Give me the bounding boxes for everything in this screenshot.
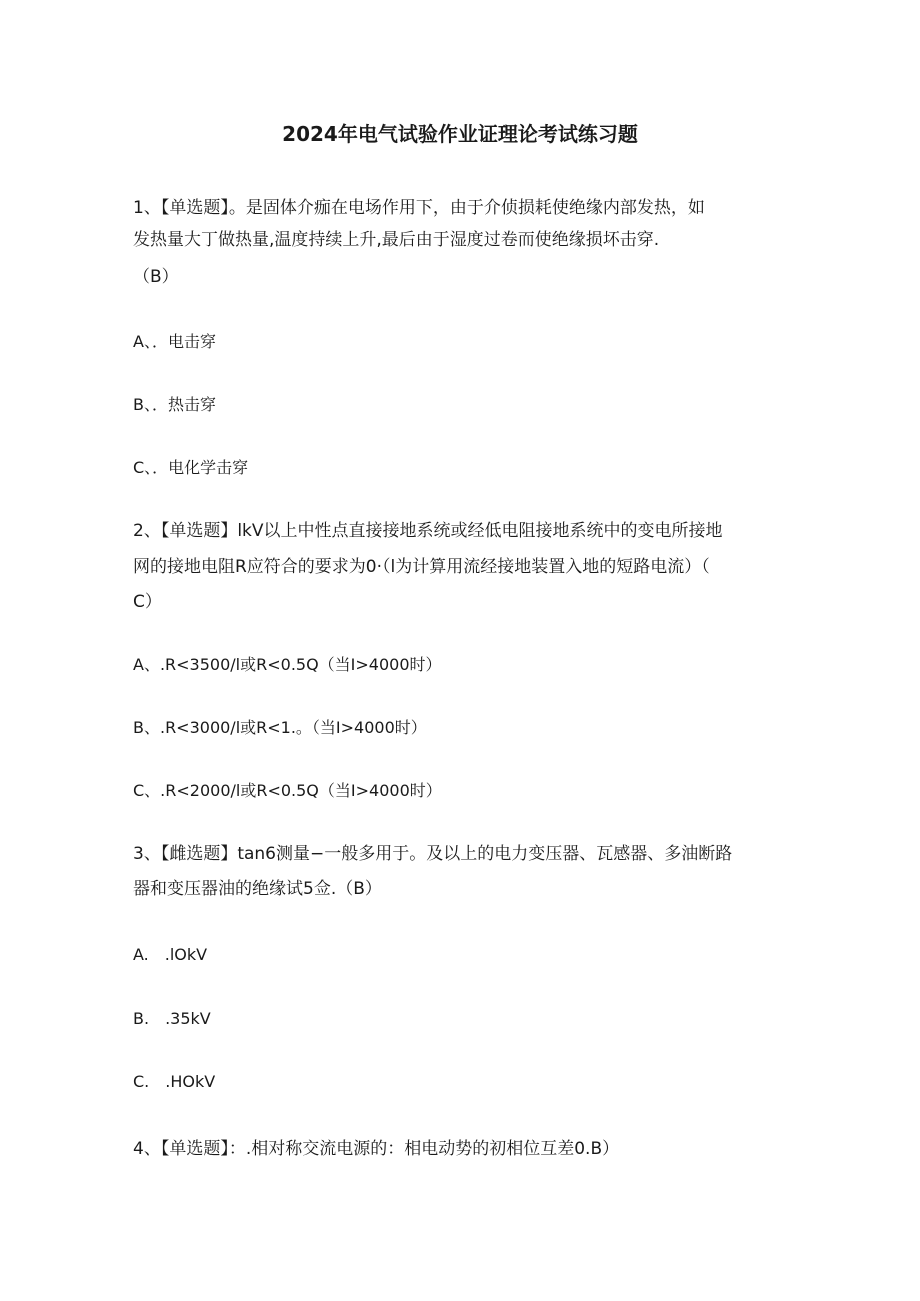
question-3-line-1: 3、【雌选题】tan6测量−一般多用于。及以上的电力变压器、瓦感器、多油断路 — [133, 844, 733, 864]
question-1-option-b: B、．热击穿 — [133, 395, 216, 414]
question-1-line-1: 1、【单选题】。是固体介痂在电场作用下，由于介侦损耗使绝缘内部发热，如 — [133, 198, 705, 218]
question-2-line-2: 网的接地电阻R应符合的要求为0·（l为计算用流经接地装置入地的短路电流）（ — [133, 557, 710, 577]
question-2-option-a: A、.R<3500/l或R<0.5Q（当I>4000时） — [133, 655, 442, 674]
question-3-option-b: B. .35kV — [133, 1009, 211, 1028]
document-title: 2024年电气试验作业证理论考试练习题 — [282, 122, 638, 146]
question-2-option-c: C、.R<2000/l或R<0.5Q（当I>4000时） — [133, 781, 442, 800]
question-1-option-a: A、．电击穿 — [133, 332, 216, 351]
question-2-option-b: B、.R<3000/l或R<1.。（当I>4000时） — [133, 718, 427, 737]
question-1-line-2: 发热量大丁做热量,温度持续上升,最后由于湿度过卷而使绝缘损坏击穿. — [133, 230, 660, 250]
question-1-line-3: （B） — [133, 267, 179, 287]
question-2-line-1: 2、【单选题】lkV以上中性点直接接地系统或经低电阻接地系统中的变电所接地 — [133, 521, 723, 541]
question-3-option-a: A. .lOkV — [133, 945, 208, 964]
question-3-option-c: C. .HOkV — [133, 1072, 216, 1091]
question-3-line-2: 器和变压器油的绝缘试5佥.（B） — [133, 879, 382, 899]
question-4-line-1: 4、【单选题】：.相对称交流电源的：相电动势的初相位互差0.B） — [133, 1139, 620, 1159]
question-1-option-c: C、．电化学击穿 — [133, 458, 249, 477]
question-2-line-3: C） — [133, 592, 162, 612]
